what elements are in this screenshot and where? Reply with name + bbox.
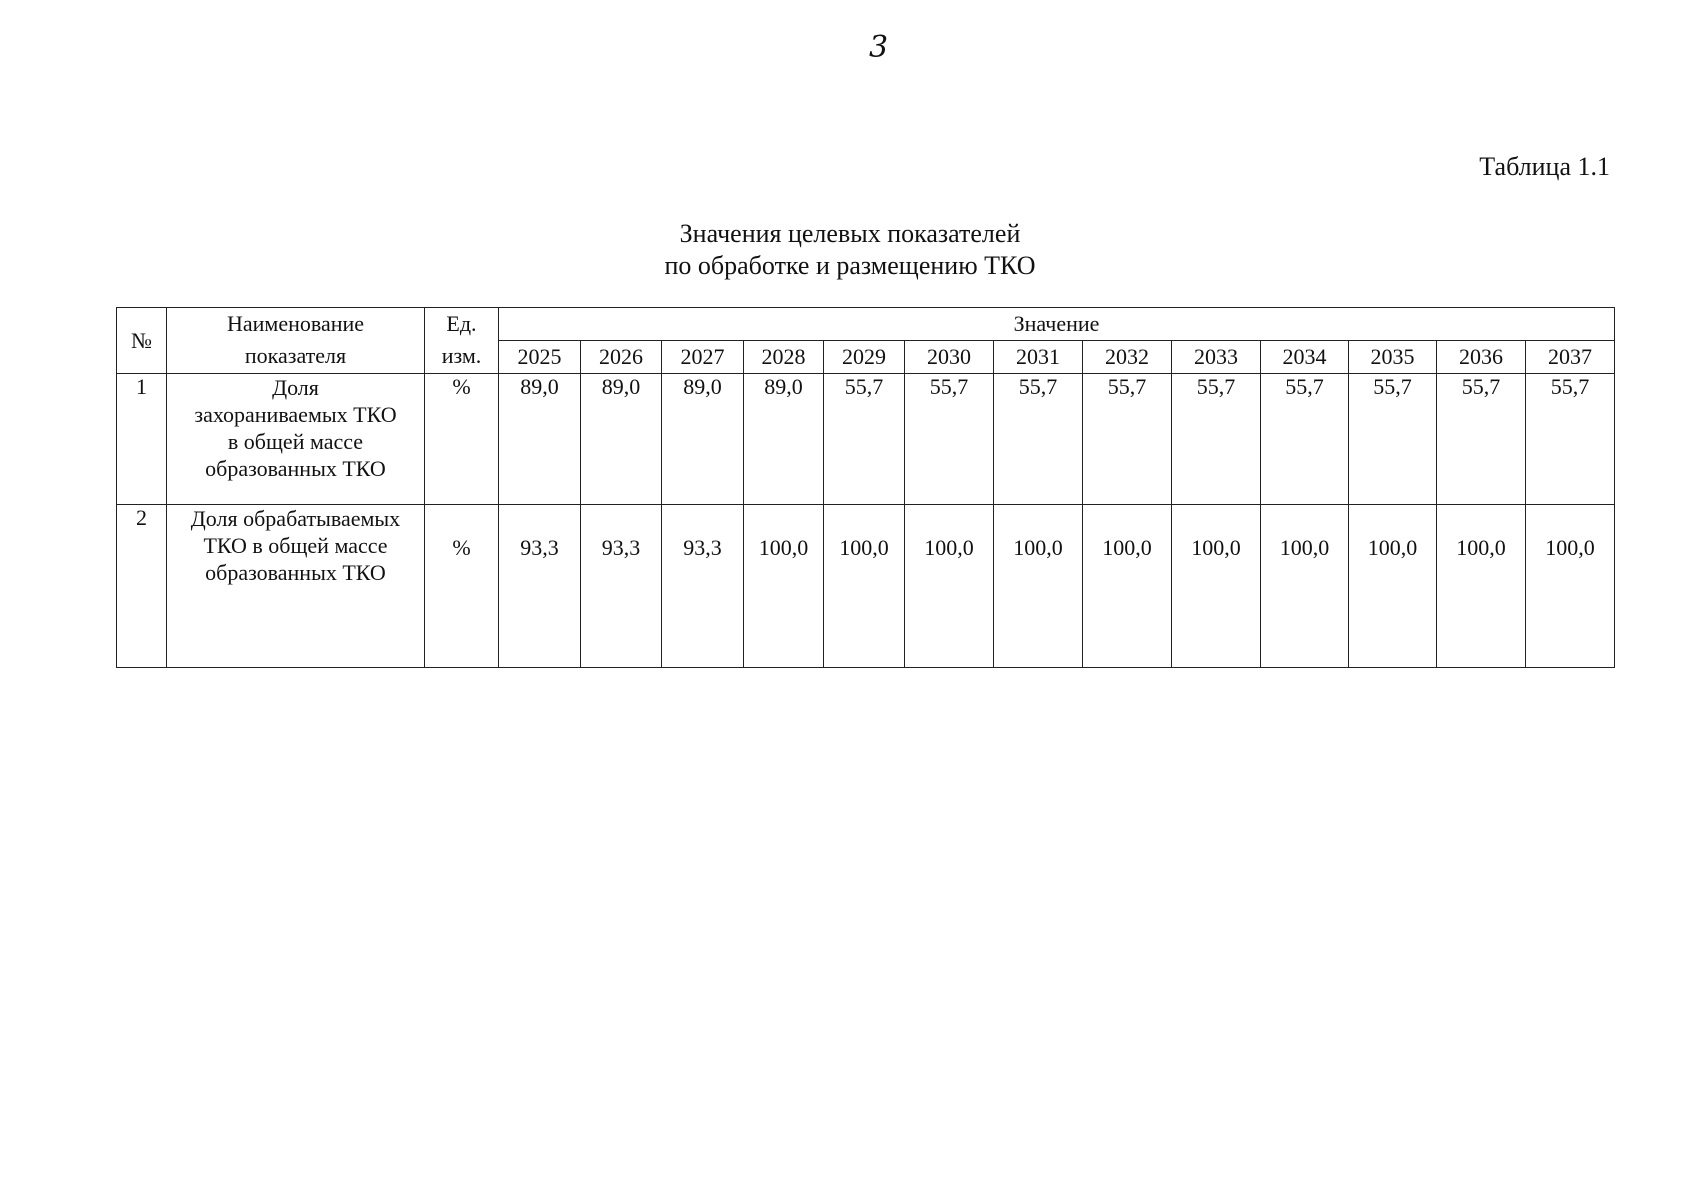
row-number: 2 <box>117 505 167 668</box>
value-cell: 89,0 <box>499 374 581 505</box>
value-cell: 55,7 <box>1526 374 1615 505</box>
indicator-name-line: Доля обрабатываемых <box>190 506 401 531</box>
row-number: 1 <box>117 374 167 505</box>
value-cell: 55,7 <box>1349 374 1437 505</box>
year-header: 2026 <box>581 341 662 374</box>
table-title-line-1: Значения целевых показателей <box>679 219 1021 248</box>
indicator-name-line: образованных ТКО <box>205 560 386 585</box>
value-cell: 89,0 <box>744 374 824 505</box>
value-cell: 100,0 <box>1437 505 1526 668</box>
indicators-table <box>116 307 1615 668</box>
value-cell: 55,7 <box>1261 374 1349 505</box>
year-header: 2030 <box>905 341 994 374</box>
header-name <box>167 308 425 374</box>
header-unit-line-1: Ед. <box>446 311 477 336</box>
header-unit <box>425 308 499 374</box>
header-row-1 <box>117 308 1615 341</box>
value-cell: 55,7 <box>994 374 1083 505</box>
header-unit-line-2: изм. <box>441 343 482 368</box>
year-header: 2029 <box>824 341 905 374</box>
table-reference: Таблица 1.1 <box>1479 152 1610 181</box>
unit-cell: % <box>425 505 499 668</box>
value-cell: 100,0 <box>1261 505 1349 668</box>
year-header: 2035 <box>1349 341 1437 374</box>
indicator-name <box>167 374 425 505</box>
year-header: 2032 <box>1083 341 1172 374</box>
value-cell: 100,0 <box>1526 505 1615 668</box>
value-cell: 55,7 <box>1083 374 1172 505</box>
value-cell: 93,3 <box>499 505 581 668</box>
value-cell: 100,0 <box>1172 505 1261 668</box>
value-cell: 100,0 <box>1349 505 1437 668</box>
year-header: 2027 <box>662 341 744 374</box>
value-cell: 55,7 <box>824 374 905 505</box>
value-cell: 89,0 <box>662 374 744 505</box>
table-title <box>116 218 1584 282</box>
value-cell: 100,0 <box>994 505 1083 668</box>
value-cell: 100,0 <box>744 505 824 668</box>
year-header: 2033 <box>1172 341 1261 374</box>
year-header: 2028 <box>744 341 824 374</box>
value-cell: 100,0 <box>824 505 905 668</box>
table-row <box>117 505 1615 668</box>
header-value-group: Значение <box>499 308 1615 341</box>
value-cell: 55,7 <box>1437 374 1526 505</box>
unit-cell: % <box>425 374 499 505</box>
indicator-name-line: ТКО в общей массе <box>203 533 388 558</box>
value-cell: 93,3 <box>662 505 744 668</box>
page-number: 3 <box>868 30 889 65</box>
header-name-line-1: Наименование <box>226 311 365 336</box>
table-title-line-2: по обработке и размещению ТКО <box>664 251 1036 280</box>
year-header: 2025 <box>499 341 581 374</box>
value-cell: 100,0 <box>905 505 994 668</box>
value-cell: 55,7 <box>905 374 994 505</box>
indicator-name-line: в общей массе <box>227 429 364 454</box>
table-row <box>117 374 1615 505</box>
indicator-name-line: захораниваемых ТКО <box>194 402 397 427</box>
year-header: 2031 <box>994 341 1083 374</box>
value-cell: 93,3 <box>581 505 662 668</box>
value-cell: 89,0 <box>581 374 662 505</box>
value-cell: 100,0 <box>1083 505 1172 668</box>
year-header: 2034 <box>1261 341 1349 374</box>
year-header: 2036 <box>1437 341 1526 374</box>
header-name-line-2: показателя <box>244 343 347 368</box>
indicator-name-line: Доля <box>272 375 319 400</box>
value-cell: 55,7 <box>1172 374 1261 505</box>
indicator-name-line: образованных ТКО <box>205 456 386 481</box>
indicator-name <box>167 505 425 668</box>
header-number: № <box>117 308 167 374</box>
year-header: 2037 <box>1526 341 1615 374</box>
